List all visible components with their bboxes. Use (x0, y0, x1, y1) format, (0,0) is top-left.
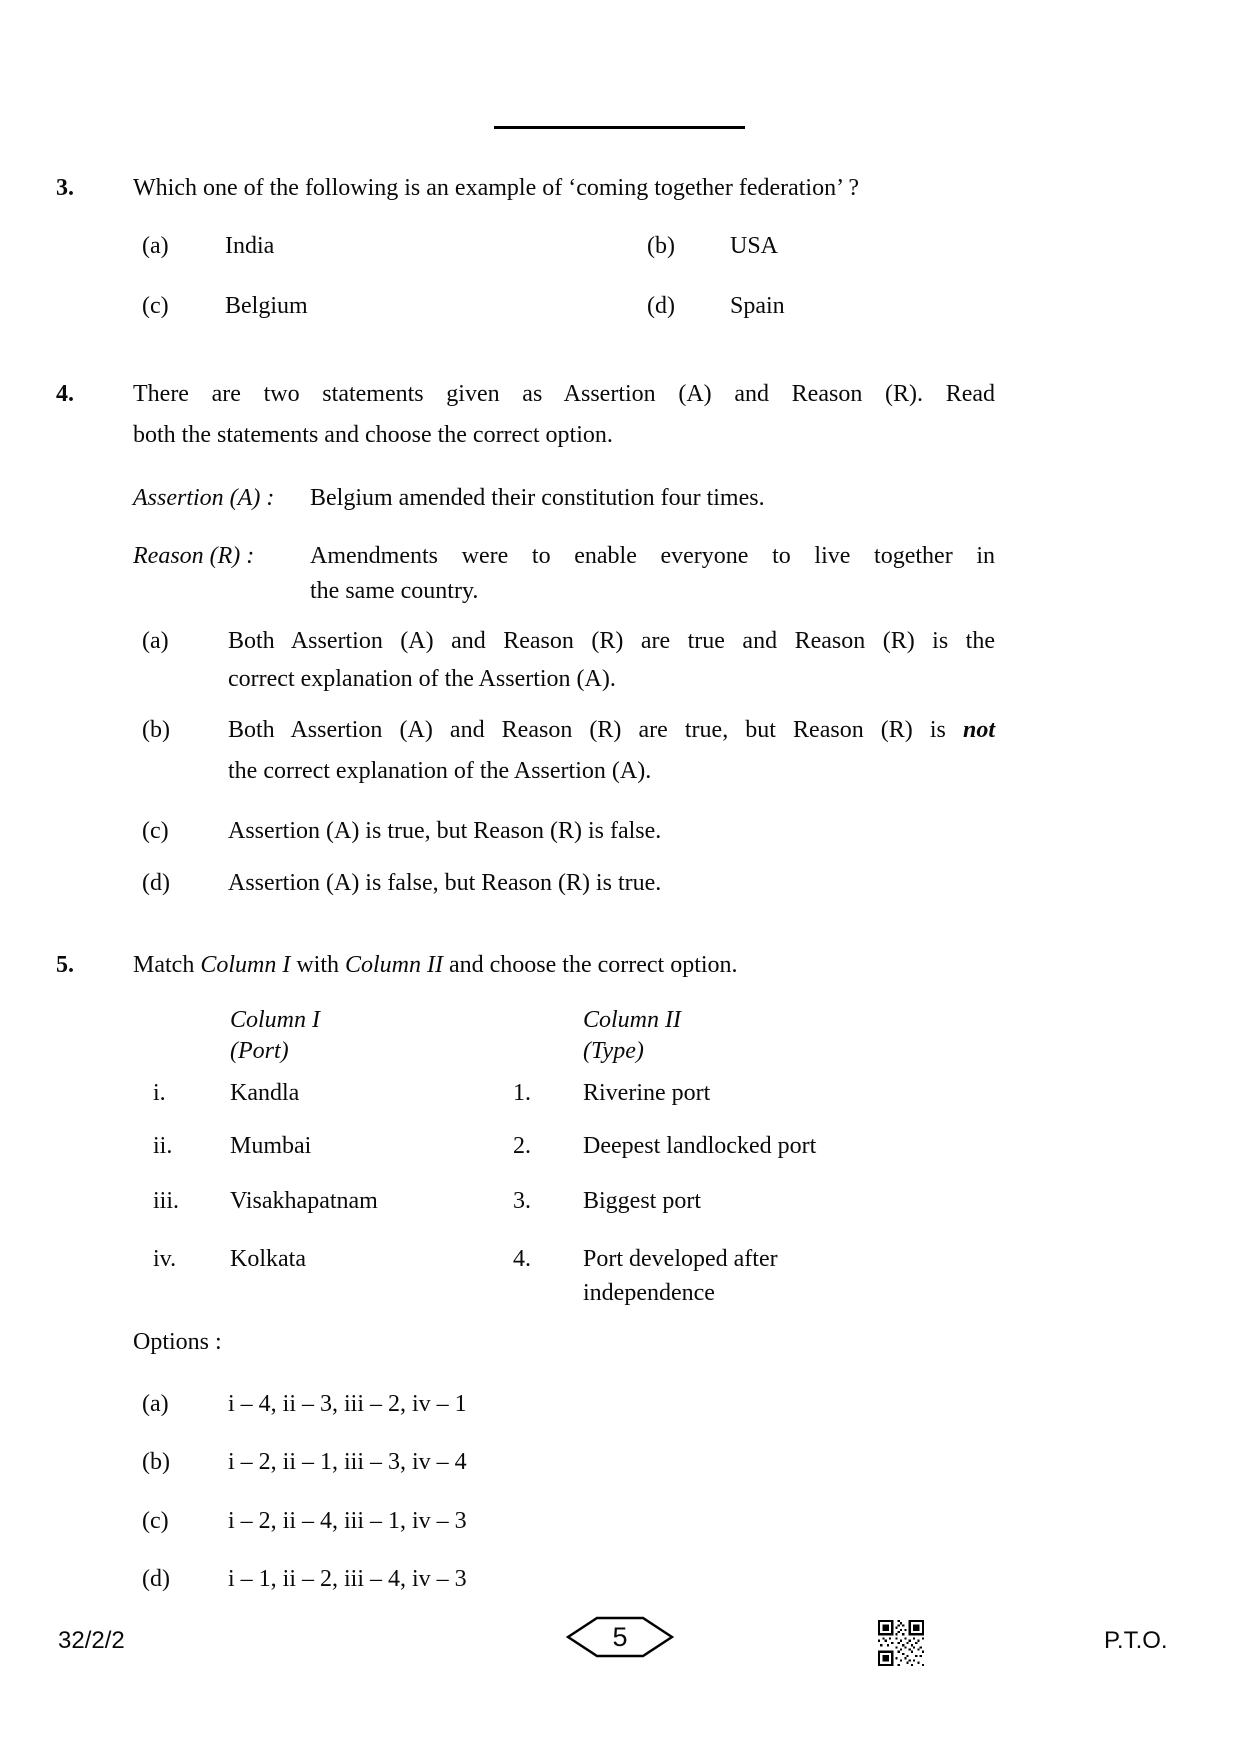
q3-option-c-text: Belgium (225, 293, 308, 319)
q5-row2-port: Mumbai (230, 1133, 312, 1159)
pto-label: P.T.O. (1104, 1627, 1168, 1654)
q5-row4-type-line2: independence (583, 1280, 715, 1306)
q4-option-d-text: Assertion (A) is false, but Reason (R) is true. (228, 870, 662, 896)
q5-text (133, 948, 1013, 982)
q5-row2-type: Deepest landlocked port (583, 1133, 817, 1159)
q5-option-b-label: (b) (142, 1449, 170, 1475)
q5-row1-type: Riverine port (583, 1080, 711, 1106)
q5-row4-num: 4. (513, 1246, 531, 1272)
q5-col2-subheader: (Type) (583, 1038, 644, 1064)
q5-row4-roman: iv. (153, 1246, 177, 1272)
q4-option-d-label: (d) (142, 870, 170, 896)
page-number-badge (566, 1616, 674, 1658)
q5-option-a-text: i – 4, ii – 3, iii – 2, iv – 1 (228, 1391, 467, 1417)
q5-options-label: Options : (133, 1329, 222, 1355)
q5-text-post: and choose the correct option. (442, 952, 738, 978)
q4-option-a-line2: correct explanation of the Assertion (A). (228, 666, 616, 692)
q3-option-a-label: (a) (142, 233, 169, 259)
q5-row2-roman: ii. (153, 1133, 173, 1159)
q5-col1-header: Column I (230, 1007, 320, 1033)
q5-col1-subheader: (Port) (230, 1038, 289, 1064)
q5-text-mid: with (290, 952, 345, 978)
q4-option-b-line2: the correct explanation of the Assertion (A). (228, 758, 652, 784)
q4-assertion-label: Assertion (A) : (133, 485, 275, 511)
q5-row2-num: 2. (513, 1133, 531, 1159)
q5-row4-type-line1: Port developed after (583, 1246, 778, 1272)
q4-option-b-line1 (228, 710, 995, 751)
q4-option-b-line1-pre: Both Assertion (A) and Reason (R) are true, but Reason (R) is (228, 717, 963, 743)
q4-reason-line1: Amendments were to enable everyone to live together in (310, 543, 995, 569)
q4-number: 4. (56, 381, 74, 407)
q3-option-d-label: (d) (647, 293, 675, 319)
q5-row4-port: Kolkata (230, 1246, 306, 1272)
q3-option-d-text: Spain (730, 293, 785, 319)
q4-reason-label: Reason (R) : (133, 543, 255, 569)
q4-assertion-text: Belgium amended their constitution four times. (310, 485, 765, 511)
q5-number: 5. (56, 952, 74, 978)
q4-option-a-label: (a) (142, 628, 169, 654)
q3-option-a-text: India (225, 233, 275, 259)
section-divider-line (494, 126, 745, 129)
q5-text-pre: Match (133, 952, 201, 978)
q5-row3-port: Visakhapatnam (230, 1188, 378, 1214)
q5-text-column1: Column I (200, 952, 291, 978)
q5-option-c-label: (c) (142, 1508, 169, 1534)
q5-option-d-label: (d) (142, 1566, 170, 1592)
q5-row1-roman: i. (153, 1080, 166, 1106)
q5-option-d-text: i – 1, ii – 2, iii – 4, iv – 3 (228, 1566, 467, 1592)
q4-reason-line2: the same country. (310, 578, 479, 604)
q5-text-column2: Column II (344, 952, 443, 978)
q5-col2-header: Column II (583, 1007, 681, 1033)
q5-option-a-label: (a) (142, 1391, 169, 1417)
q3-option-c-label: (c) (142, 293, 169, 319)
q4-option-a-line1: Both Assertion (A) and Reason (R) are true and Reason (R) is the (228, 628, 995, 654)
q5-row3-roman: iii. (153, 1188, 180, 1214)
q5-row3-type: Biggest port (583, 1188, 701, 1214)
q3-number: 3. (56, 175, 74, 201)
q4-option-c-label: (c) (142, 818, 169, 844)
q3-option-b-label: (b) (647, 233, 675, 259)
q5-row1-port: Kandla (230, 1080, 300, 1106)
q5-row3-num: 3. (513, 1188, 531, 1214)
q5-row1-num: 1. (513, 1080, 531, 1106)
q3-option-b-text: USA (730, 233, 779, 259)
q5-option-b-text: i – 2, ii – 1, iii – 3, iv – 4 (228, 1449, 467, 1475)
qr-code-icon (878, 1620, 924, 1666)
q5-row4-type (583, 1242, 833, 1310)
q4-option-b-label: (b) (142, 717, 170, 743)
q5-option-c-text: i – 2, ii – 4, iii – 1, iv – 3 (228, 1508, 467, 1534)
page-number: 5 (612, 1622, 628, 1652)
paper-code: 32/2/2 (58, 1627, 125, 1654)
q4-option-b-not-word: not (962, 717, 995, 743)
q4-intro-line1: There are two statements given as Assertion (A) and Reason (R). Read (133, 381, 995, 407)
q4-option-c-text: Assertion (A) is true, but Reason (R) is false. (228, 818, 662, 844)
q4-intro-line2: both the statements and choose the correct option. (133, 422, 613, 448)
q3-text: Which one of the following is an example of ‘coming together federation’ ? (133, 175, 859, 201)
